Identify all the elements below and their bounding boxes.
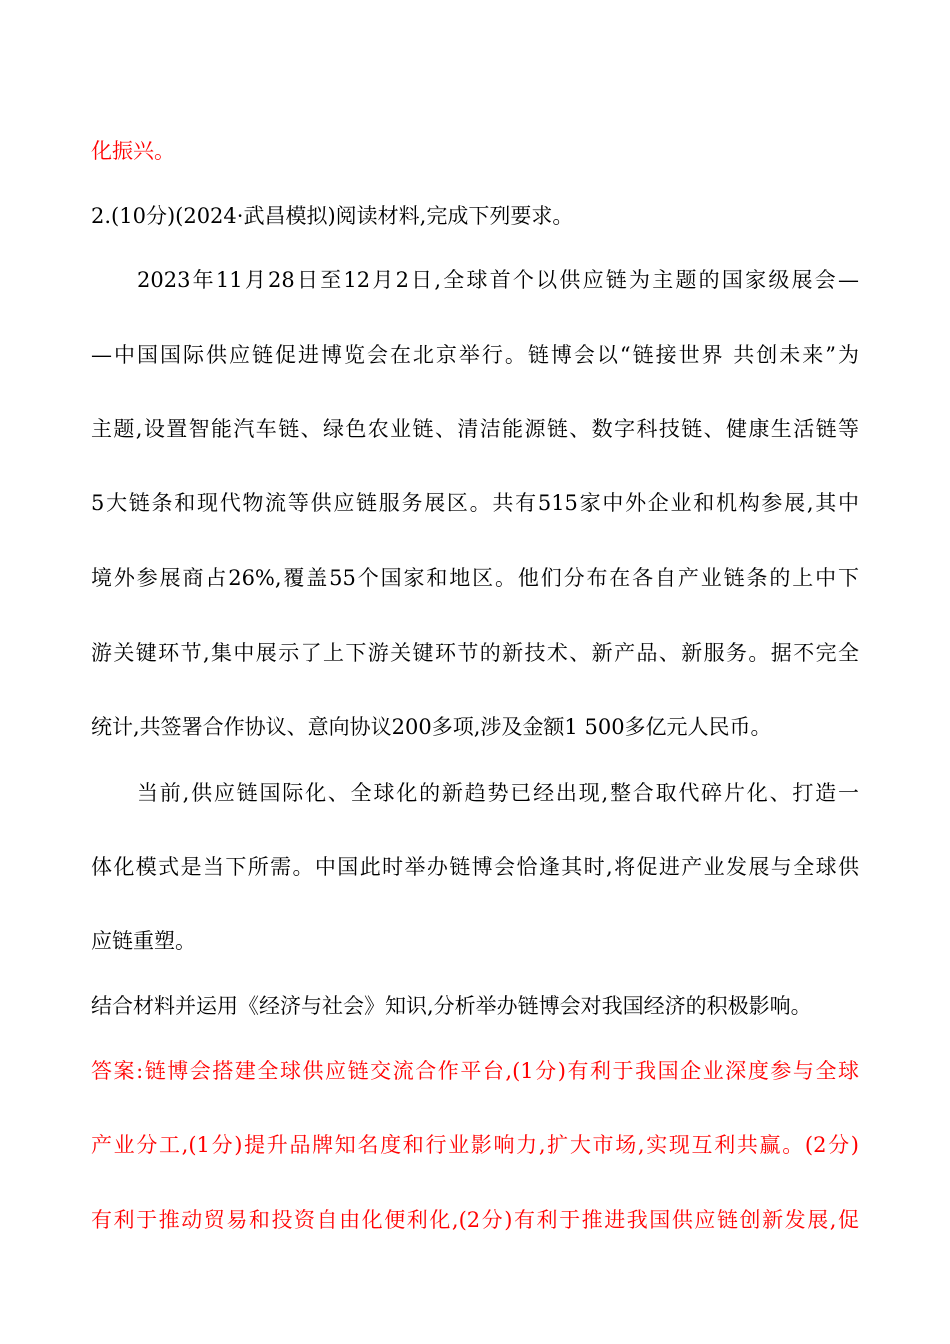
material-line: 2023年11月28日至12月2日,全球首个以供应链为主题的国家级展会— bbox=[137, 268, 859, 292]
previous-answer-tail: 化振兴。 bbox=[91, 139, 175, 163]
answer-line: 有利于推动贸易和投资自由化便利化,(2分)有利于推进我国供应链创新发展,促 bbox=[91, 1208, 859, 1232]
question-prompt: 结合材料并运用《经济与社会》知识,分析举办链博会对我国经济的积极影响。 bbox=[91, 994, 812, 1018]
material-line: 游关键环节,集中展示了上下游关键环节的新技术、新产品、新服务。据不完全 bbox=[91, 641, 859, 665]
answer-line: 产业分工,(1分)提升品牌知名度和行业影响力,扩大市场,实现互利共赢。(2分) bbox=[91, 1133, 859, 1157]
material-line: —中国国际供应链促进博览会在北京举行。链博会以“链接世界 共创未来”为 bbox=[91, 343, 859, 367]
question-header: 2.(10分)(2024·武昌模拟)阅读材料,完成下列要求。 bbox=[91, 204, 574, 228]
material-line: 统计,共签署合作协议、意向协议200多项,涉及金额1 500多亿元人民币。 bbox=[91, 715, 772, 739]
material-line: 境外参展商占26%,覆盖55个国家和地区。他们分布在各自产业链条的上中下 bbox=[91, 566, 859, 590]
material-line: 应链重塑。 bbox=[91, 929, 196, 953]
material-line: 体化模式是当下所需。中国此时举办链博会恰逢其时,将促进产业发展与全球供 bbox=[91, 855, 859, 879]
material-line: 当前,供应链国际化、全球化的新趋势已经出现,整合取代碎片化、打造一 bbox=[137, 781, 859, 805]
material-line: 5大链条和现代物流等供应链服务展区。共有515家中外企业和机构参展,其中 bbox=[91, 491, 859, 515]
answer-line: 答案:链博会搭建全球供应链交流合作平台,(1分)有利于我国企业深度参与全球 bbox=[91, 1059, 859, 1083]
material-line: 主题,设置智能汽车链、绿色农业链、清洁能源链、数字科技链、健康生活链等 bbox=[91, 417, 859, 441]
